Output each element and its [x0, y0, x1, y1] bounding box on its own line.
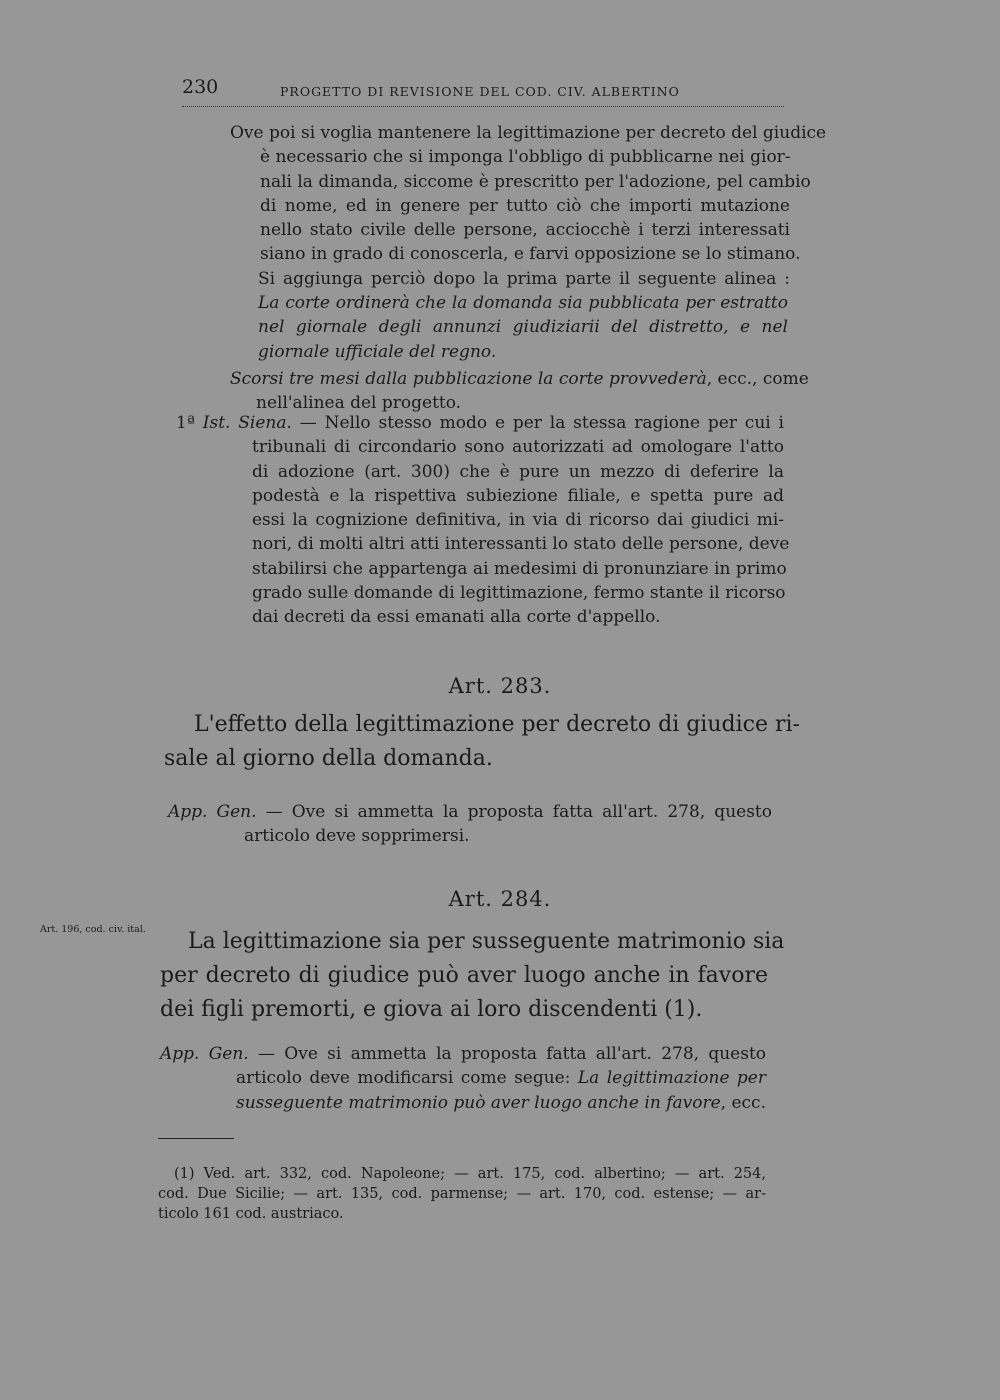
page-number: 230	[182, 76, 219, 98]
note-line-3-rest: , ecc.	[720, 1092, 766, 1113]
siena-line: dai decreti da essi emanati alla corte d'appello.	[252, 607, 661, 628]
marginal-note: Art. 196, cod. civ. ital.	[40, 924, 146, 935]
note-label: App. Gen.	[168, 802, 257, 822]
footnote-line: (1) Ved. art. 332, cod. Napoleone; — art. 175, cod. albertino; — art. 254,	[174, 1166, 766, 1182]
article-284-text	[160, 925, 785, 1027]
commentary-paragraph	[230, 121, 827, 291]
commentary-line: Ove poi si voglia mantenere la legittimazione per decreto del giudice	[230, 123, 827, 143]
note-line-2: articolo deve sopprimersi.	[244, 826, 470, 847]
commentary-line: di nome, ed in genere per tutto ciò che importi mutazione	[260, 195, 790, 216]
note-text: — Ove si ammetta la proposta fatta all'art. 278, questo	[258, 1044, 767, 1064]
quote-line: La corte ordinerà che la domanda sia pubblicata per estratto	[258, 293, 788, 313]
note-label: App. Gen.	[160, 1044, 249, 1064]
siena-line: podestà e la rispettiva subiezione filiale, e spetta pure ad	[252, 485, 784, 506]
scorsi-line-2: nell'alinea del progetto.	[256, 393, 462, 414]
commentary-line: nello stato civile delle persone, acciocchè i terzi interessati	[260, 220, 790, 241]
running-head: PROGETTO DI REVISIONE DEL COD. CIV. ALBERTINO	[280, 84, 680, 99]
siena-line: essi la cognizione definitiva, in via di ricorso dai giudici mi-	[252, 510, 784, 531]
commentary-line: siano in grado di conoscerla, e farvi opposizione se lo stimano.	[260, 244, 801, 265]
siena-paragraph	[176, 411, 790, 630]
article-text-line: per decreto di giudice può aver luogo anche in favore	[160, 963, 768, 988]
proposed-alinea	[258, 291, 788, 364]
article-283-heading: Art. 283.	[448, 674, 552, 698]
article-text-line: L'effetto della legittimazione per decreto di giudice ri-	[194, 712, 800, 737]
siena-line: grado sulle domande di legittimazione, fermo stante il ricorso	[252, 583, 786, 604]
siena-line: di adozione (art. 300) che è pure un mezzo di deferire la	[252, 461, 784, 482]
scorsi-italic: Scorsi tre mesi dalla pubblicazione la corte provvederà	[230, 369, 707, 389]
scorsi-rest: , ecc., come	[706, 369, 809, 389]
note-text: — Ove si ammetta la proposta fatta all'art. 278, questo	[265, 802, 772, 822]
siena-line: tribunali di circondario sono autorizzati ad omologare l'atto	[252, 437, 784, 458]
siena-first-line: — Nello stesso modo e per la stessa ragione per cui i	[299, 413, 784, 433]
article-text-line: La legittimazione sia per susseguente matrimonio sia	[188, 929, 785, 954]
article-text-line: sale al giorno della domanda.	[164, 746, 493, 771]
footnote-rule	[158, 1138, 234, 1139]
article-284-note	[160, 1042, 766, 1115]
scorsi-paragraph	[230, 367, 809, 416]
footnote	[158, 1164, 766, 1224]
note-line-3-italic: susseguente matrimonio può aver luogo anche in favore	[236, 1092, 721, 1113]
note-line-2-roman: articolo deve modificarsi come segue:	[236, 1068, 571, 1089]
commentary-line: è necessario che si imponga l'obbligo di pubblicarne nei gior-	[260, 147, 791, 168]
footnote-line: ticolo 161 cod. austriaco.	[158, 1206, 344, 1222]
siena-label-prefix: 1ª	[176, 413, 195, 433]
quote-line: giornale ufficiale del regno.	[258, 341, 497, 362]
siena-label: Ist. Siena.	[202, 413, 292, 433]
footnote-line: cod. Due Sicilie; — art. 135, cod. parmense; — art. 170, cod. estense; — ar-	[158, 1186, 766, 1202]
note-line-2-italic: La legittimazione per	[577, 1068, 766, 1089]
article-283-note	[168, 800, 772, 849]
article-284-heading: Art. 284.	[448, 887, 552, 911]
siena-line: stabilirsi che appartenga ai medesimi di pronunziare in primo	[252, 558, 787, 579]
page-header	[182, 76, 784, 107]
quote-line: nel giornale degli annunzi giudiziarii del distretto, e nel	[258, 317, 788, 338]
commentary-line: nali la dimanda, siccome è prescritto per l'adozione, pel cambio	[260, 171, 811, 192]
commentary-line: Si aggiunga perciò dopo la prima parte il seguente alinea :	[258, 268, 790, 289]
article-283-text	[164, 708, 800, 776]
siena-line: nori, di molti altri atti interessanti lo stato delle persone, deve	[252, 534, 790, 555]
article-text-line: dei figli premorti, e giova ai loro discendenti (1).	[160, 997, 703, 1022]
